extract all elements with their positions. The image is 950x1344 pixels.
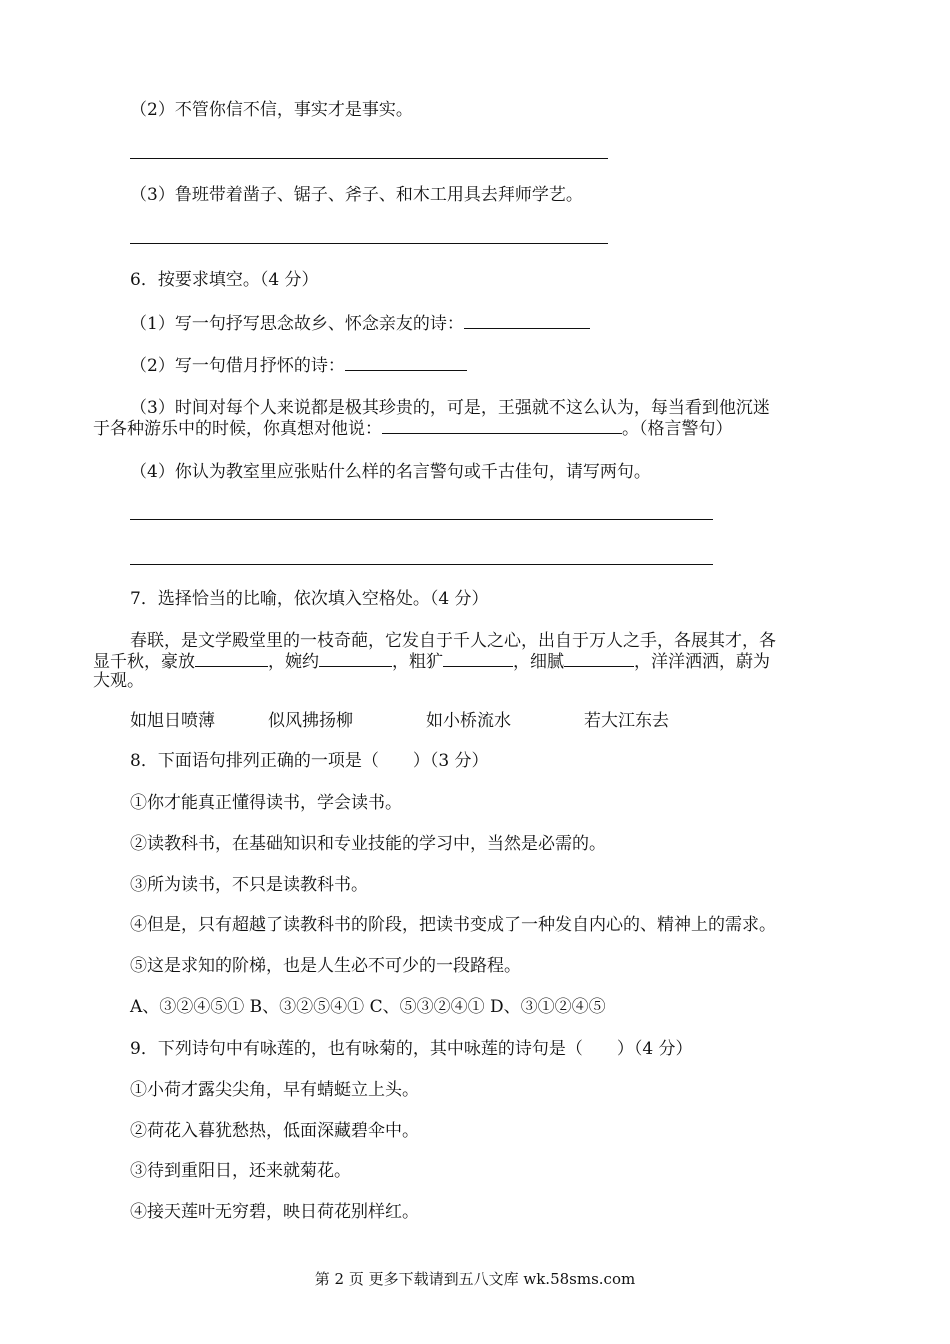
q8-sentence-4: ④但是，只有超越了读教科书的阶段，把读书变成了一种发自内心的、精神上的需求。 <box>130 915 776 935</box>
q7-text: ，细腻 <box>513 652 564 672</box>
fill-blank[interactable] <box>382 417 622 434</box>
q8-sentence-2: ②读教科书，在基础知识和专业技能的学习中，当然是必需的。 <box>130 834 606 854</box>
q8-title: 8．下面语句排列正确的一项是（ ）（3 分） <box>130 751 489 771</box>
fill-blank[interactable] <box>345 354 467 371</box>
q5-sentence-2: （2）不管你信不信，事实才是事实。 <box>130 100 413 120</box>
q6-part-3-tail: 。（格言警句） <box>622 419 733 439</box>
q7-option: 如旭日喷薄 <box>130 711 215 731</box>
q6-title: 6．按要求填空。（4 分） <box>130 270 319 290</box>
q7-text: ，洋洋洒洒，蔚为 <box>634 652 770 672</box>
q7-option: 如小桥流水 <box>426 711 511 731</box>
q9-line-1: ①小荷才露尖尖角，早有蜻蜓立上头。 <box>130 1080 419 1100</box>
q9-line-3: ③待到重阳日，还来就菊花。 <box>130 1161 351 1181</box>
fill-blank[interactable] <box>464 312 590 329</box>
fill-blank[interactable] <box>319 650 392 667</box>
q6-part-3-line-2 <box>93 417 733 440</box>
q6-part-1-text: （1）写一句抒写思念故乡、怀念亲友的诗： <box>130 314 464 334</box>
page-footer: 第 2 页 更多下载请到五八文库 wk.58sms.com <box>314 1270 636 1288</box>
q6-part-1 <box>130 312 590 335</box>
q8-sentence-3: ③所为读书，不只是读教科书。 <box>130 875 368 895</box>
fill-blank[interactable] <box>195 650 268 667</box>
answer-line <box>130 243 608 244</box>
q8-sentence-1: ①你才能真正懂得读书，学会读书。 <box>130 793 402 813</box>
q7-option: 若大江东去 <box>584 711 669 731</box>
q7-text: 显千秋，豪放 <box>93 652 195 672</box>
q9-title: 9．下列诗句中有咏莲的，也有咏菊的，其中咏莲的诗句是（ ）（4 分） <box>130 1039 693 1059</box>
fill-blank[interactable] <box>564 650 634 667</box>
answer-line <box>130 519 713 520</box>
q7-text: ，婉约 <box>268 652 319 672</box>
q6-part-2-text: （2）写一句借月抒怀的诗： <box>130 356 345 376</box>
q7-passage-line-1: 春联，是文学殿堂里的一枝奇葩，它发自于千人之心，出自于万人之手，各展其才，各 <box>130 631 776 651</box>
q7-passage-line-2 <box>93 650 770 673</box>
q7-option: 似风拂扬柳 <box>268 711 353 731</box>
q6-part-3-text: 于各种游乐中的时候，你真想对他说： <box>93 419 382 439</box>
fill-blank[interactable] <box>443 650 513 667</box>
q9-line-2: ②荷花入暮犹愁热，低面深藏碧伞中。 <box>130 1121 419 1141</box>
q9-line-4: ④接天莲叶无穷碧，映日荷花别样红。 <box>130 1202 419 1222</box>
q6-part-2 <box>130 354 467 377</box>
q6-part-4: （4）你认为教室里应张贴什么样的名言警句或千古佳句，请写两句。 <box>130 462 651 482</box>
q6-part-3-line-1: （3）时间对每个人来说都是极其珍贵的，可是，王强就不这么认为，每当看到他沉迷 <box>130 398 770 418</box>
q5-sentence-3: （3）鲁班带着凿子、锯子、斧子、和木工用具去拜师学艺。 <box>130 185 583 205</box>
q7-passage-line-3: 大观。 <box>93 671 144 691</box>
answer-line <box>130 564 713 565</box>
q7-text: ，粗犷 <box>392 652 443 672</box>
q7-options <box>130 710 669 732</box>
q8-answer-choices: A、③②④⑤① B、③②⑤④① C、⑤③②④① D、③①②④⑤ <box>130 997 606 1017</box>
q7-title: 7．选择恰当的比喻，依次填入空格处。（4 分） <box>130 589 489 609</box>
answer-line <box>130 158 608 159</box>
q8-sentence-5: ⑤这是求知的阶梯，也是人生必不可少的一段路程。 <box>130 956 521 976</box>
